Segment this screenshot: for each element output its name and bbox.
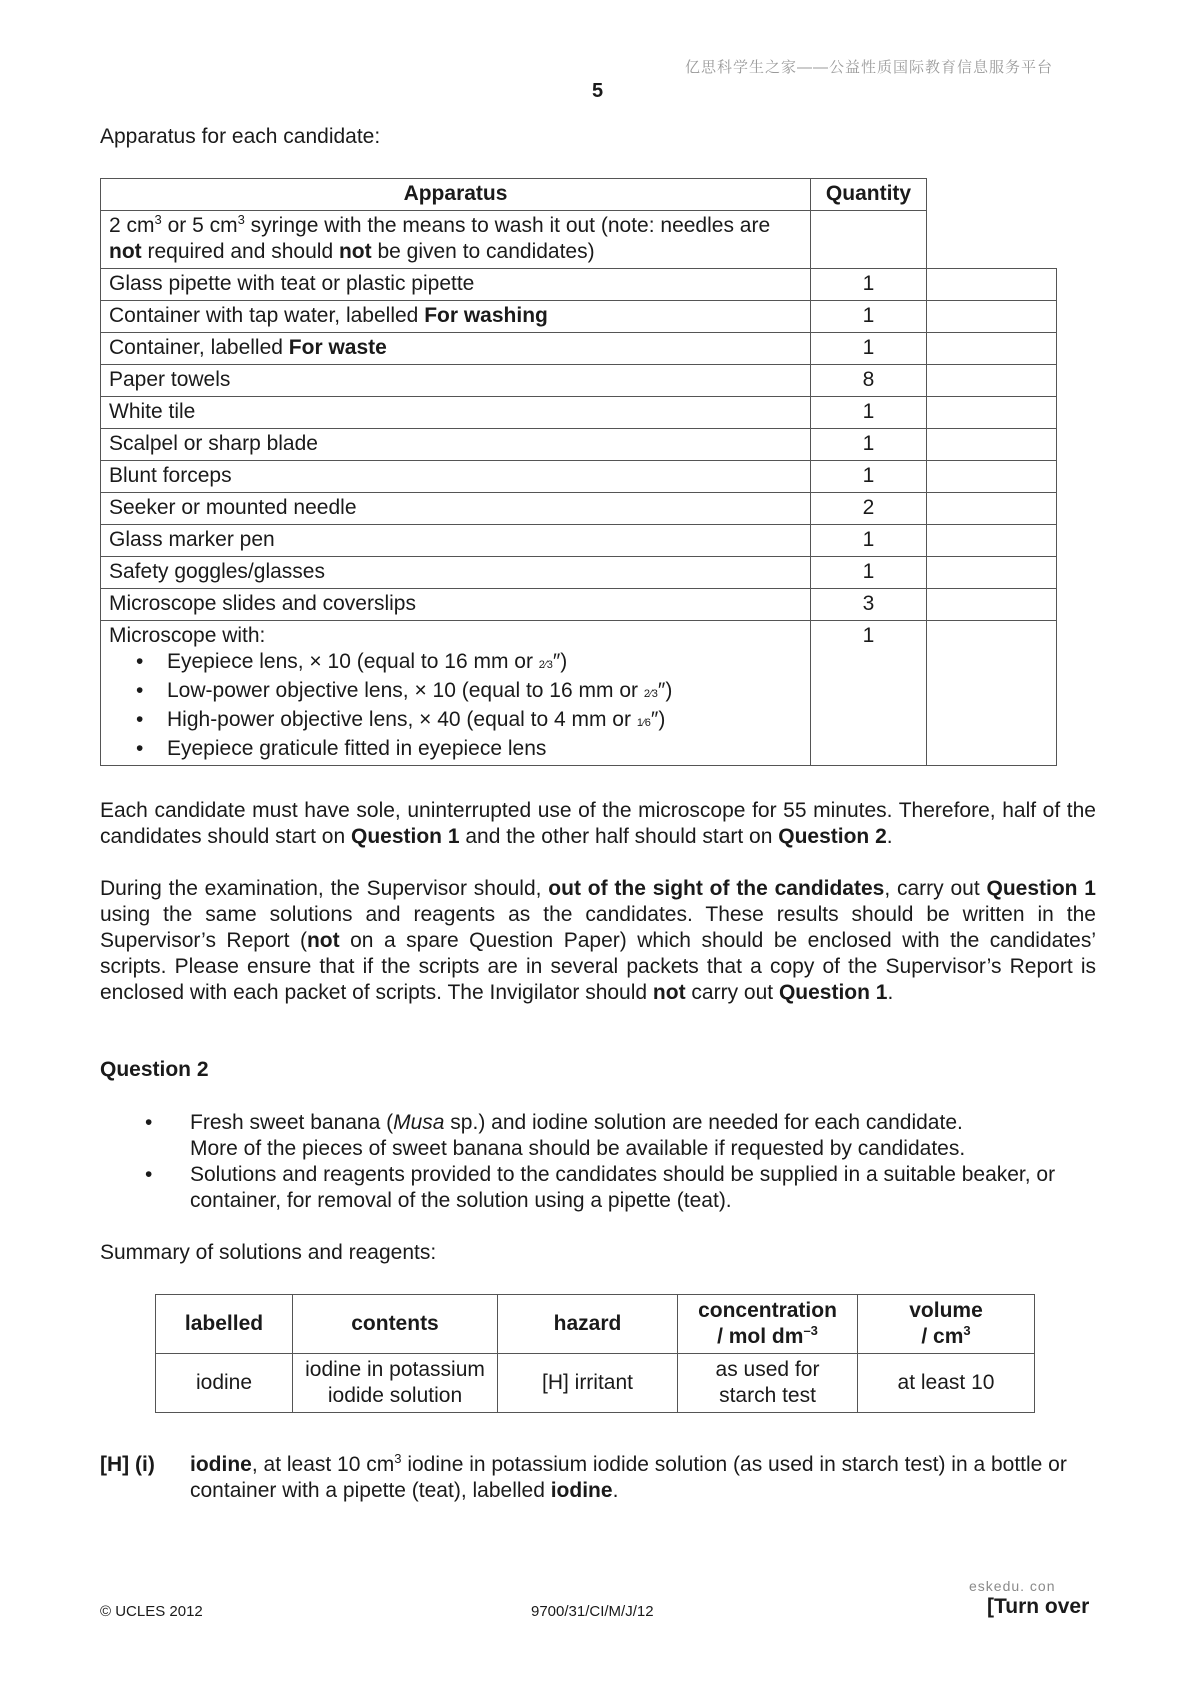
list-item: • Eyepiece graticule fitted in eyepiece lens [167, 736, 802, 762]
question-2-heading: Question 2 [100, 1058, 209, 1081]
quantity-cell: 3 [811, 589, 927, 621]
header-watermark: 亿思科学生之家——公益性质国际教育信息服务平台 [685, 59, 1054, 76]
table-row [101, 557, 1057, 589]
hazard-note [100, 1452, 1096, 1504]
apparatus-cell: Seeker or mounted needle [101, 493, 811, 525]
quantity-cell: 8 [811, 365, 927, 397]
summary-label: Summary of solutions and reagents: [100, 1241, 437, 1264]
header-contents: contents [293, 1295, 498, 1354]
table-row [101, 429, 1057, 461]
empty-cell [927, 333, 1057, 365]
cell-volume: at least 10 [858, 1354, 1035, 1413]
apparatus-intro: Apparatus for each candidate: [100, 125, 381, 148]
apparatus-cell: Safety goggles/glasses [101, 557, 811, 589]
solutions-table [155, 1294, 1035, 1413]
table-row [101, 333, 1057, 365]
apparatus-cell: Blunt forceps [101, 461, 811, 493]
header-labelled: labelled [156, 1295, 293, 1354]
header-apparatus: Apparatus [101, 179, 811, 211]
quantity-cell: 1 [811, 525, 927, 557]
quantity-cell: 1 [811, 621, 927, 766]
list-item: • Low-power objective lens, × 10 (equal to 16 mm or 2⁄3″) [167, 678, 802, 707]
empty-cell [927, 429, 1057, 461]
apparatus-cell: White tile [101, 397, 811, 429]
quantity-cell: 1 [811, 269, 927, 301]
quantity-cell: 1 [811, 333, 927, 365]
hazard-text: iodine, at least 10 $cm^3$ iodine in potassium iodide solution (as used in starch test) in a bottle or container with a pipette (teat), labelled iodine. [190, 1451, 1067, 1502]
apparatus-cell: Paper towels [101, 365, 811, 397]
empty-cell [927, 365, 1057, 397]
table-row [101, 525, 1057, 557]
apparatus-cell: Container with tap water, labelled For washing [101, 301, 811, 333]
table-row [101, 493, 1057, 525]
quantity-cell: 1 [811, 557, 927, 589]
footer-watermark: eskedu. con [969, 1578, 1056, 1594]
page-number: 5 [592, 80, 604, 102]
header-concentration: concentration / mol $dm^{-3}$ [678, 1295, 858, 1354]
table-row [101, 269, 1057, 301]
table-row [101, 461, 1057, 493]
quantity-cell: 1 [811, 397, 927, 429]
apparatus-cell: Container, labelled For waste [101, 333, 811, 365]
header-quantity: Quantity [811, 179, 927, 211]
bullet-icon: • [145, 1163, 153, 1186]
table-header-row [101, 179, 1057, 211]
header-hazard: hazard [498, 1295, 678, 1354]
microscope-label: Microscope with: [109, 624, 266, 647]
table-row [101, 211, 1057, 269]
supervisor-paragraph: During the examination, the Supervisor should, out of the sight of the candidates, carry out Question 1 using the same solutions and reagents as the candidates. These results should be written in the Supervisor’s Report (not on a spare Question Paper) which should be enclosed with the candidates’ scripts. Please ensure that if the scripts are in several packets that a copy of the Supervisor’s Report is enclosed with each packet of scripts. The Invigilator should not carry out Question 1. [100, 877, 1097, 1004]
microscope-cell [101, 621, 811, 766]
empty-cell [927, 269, 1057, 301]
list-item: • Solutions and reagents provided to the candidates should be supplied in a suitable beaker, or container, for removal of the solution using a pipette (teat). [145, 1163, 1056, 1212]
cell-labelled: iodine [156, 1354, 293, 1413]
cell-contents: iodine in potassium iodide solution [293, 1354, 498, 1413]
header-volume: volume / $cm^3$ [858, 1295, 1035, 1354]
apparatus-cell: Microscope slides and coverslips [101, 589, 811, 621]
table-row [101, 365, 1057, 397]
quantity-cell: 1 [811, 429, 927, 461]
list-item: • Eyepiece lens, × 10 (equal to 16 mm or 2⁄3″) [167, 649, 802, 678]
table-row [101, 397, 1057, 429]
quantity-cell: 2 [811, 493, 927, 525]
microscope-list [109, 649, 802, 762]
empty-cell [927, 461, 1057, 493]
apparatus-cell: Glass pipette with teat or plastic pipette [101, 269, 811, 301]
quantity-cell: 1 [811, 461, 927, 493]
syringe-cell: 2 $cm^3$ or 5 $cm^3$ syringe with the means to wash it out (note: needles are not required and should not be given to candidates) [101, 211, 811, 269]
apparatus-cell: Scalpel or sharp blade [101, 429, 811, 461]
question-2-bullets [140, 1110, 1096, 1214]
cell-concentration: as used for starch test [678, 1354, 858, 1413]
quantity-cell [811, 211, 927, 269]
empty-cell [927, 557, 1057, 589]
bullet-icon: • [145, 1111, 153, 1134]
blank-cell [927, 211, 1057, 269]
blank-cell [927, 179, 1057, 211]
table-row [101, 301, 1057, 333]
empty-cell [927, 493, 1057, 525]
apparatus-table [100, 178, 1057, 766]
table-row [101, 589, 1057, 621]
list-item: • Fresh sweet banana (Musa sp.) and iodine solution are needed for each candidate. More of the pieces of sweet banana should be available if requested by candidates. [145, 1111, 966, 1160]
cell-hazard: [H] irritant [498, 1354, 678, 1413]
table-row [101, 621, 1057, 766]
quantity-cell: 1 [811, 301, 927, 333]
turn-over: [Turn over [987, 1595, 1090, 1618]
microscope-usage-paragraph: Each candidate must have sole, uninterrupted use of the microscope for 55 minutes. Therefore, half of the candidates should start on Question 1 and the other half should start on Question 2. [100, 799, 1096, 848]
hazard-label: [H] (i) [100, 1453, 155, 1476]
footer-copyright: © UCLES 2012 [100, 1603, 203, 1620]
apparatus-cell: Glass marker pen [101, 525, 811, 557]
table-header-row [156, 1295, 1035, 1354]
empty-cell [927, 525, 1057, 557]
footer-code: 9700/31/CI/M/J/12 [531, 1603, 654, 1620]
empty-cell [927, 301, 1057, 333]
list-item: • High-power objective lens, × 40 (equal to 4 mm or 1⁄6″) [167, 707, 802, 736]
empty-cell [927, 621, 1057, 766]
empty-cell [927, 589, 1057, 621]
table-row [156, 1354, 1035, 1413]
empty-cell [927, 397, 1057, 429]
